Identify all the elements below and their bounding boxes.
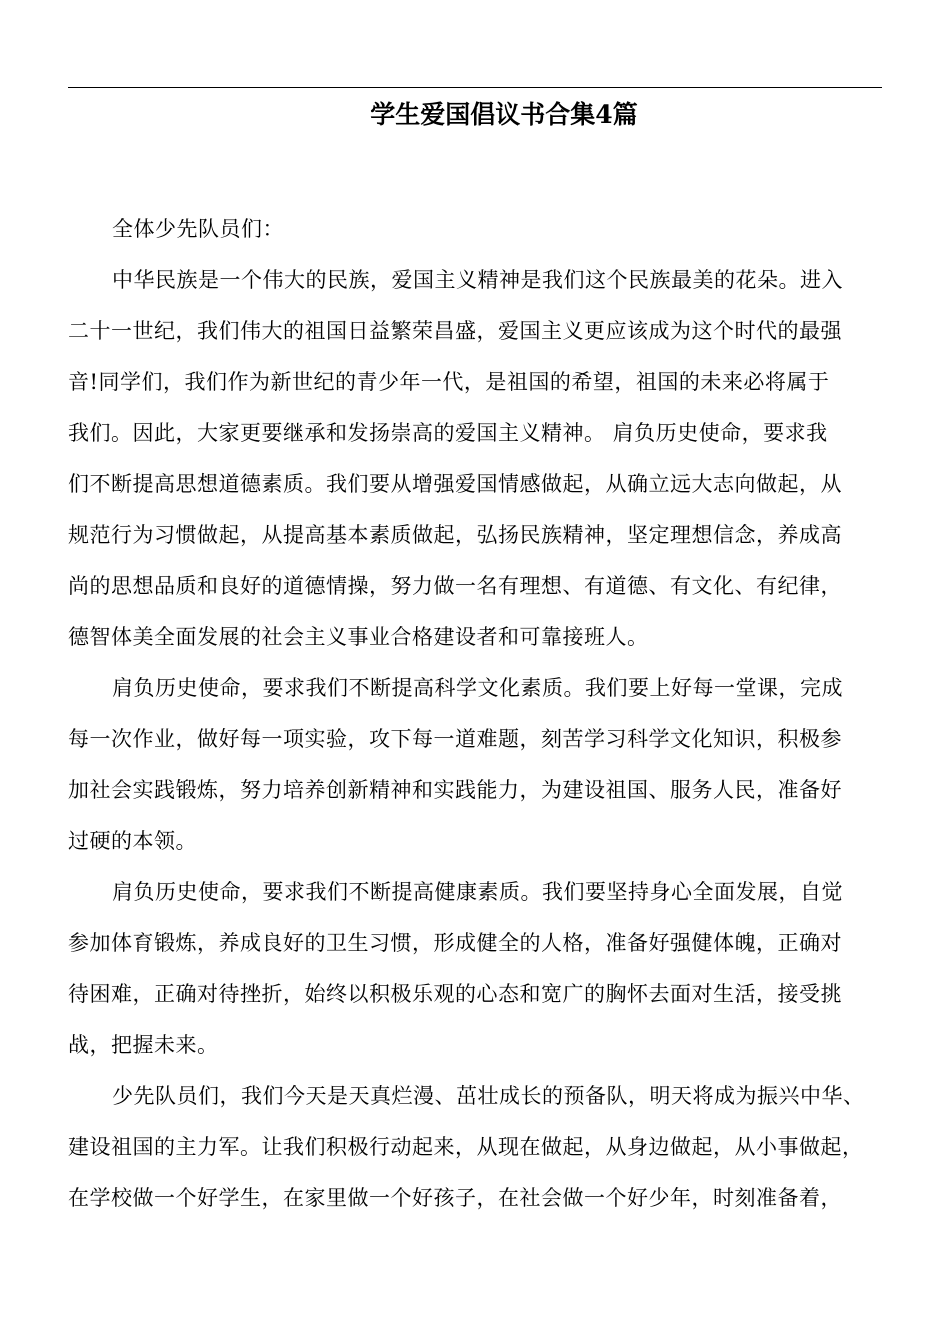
salutation: 全体少先队员们： [112,217,284,241]
paragraph-line: 中华民族是一个伟大的民族，爱国主义精神是我们这个民族最美的花朵。进入 [112,268,843,292]
paragraph-line: 战，把握未来。 [68,1033,219,1057]
paragraph-line: 尚的思想品质和良好的道德情操，努力做一名有理想、有道德、有文化、有纪律， [68,574,842,598]
paragraph-line: 参加体育锻炼，养成良好的卫生习惯，形成健全的人格，准备好强健体魄，正确对 [68,931,842,955]
paragraph-line: 加社会实践锻炼，努力培养创新精神和实践能力，为建设祖国、服务人民，准备好 [68,778,842,802]
document-title: 学生爱国倡议书合集4篇 [370,100,638,129]
paragraph-line: 待困难，正确对待挫折，始终以积极乐观的心态和宽广的胸怀去面对生活，接受挑 [68,982,842,1006]
paragraph-3 [68,867,892,1071]
paragraph-line: 们不断提高思想道德素质。我们要从增强爱国情感做起，从确立远大志向做起，从 [68,472,842,496]
paragraph-line: 德智体美全面发展的社会主义事业合格建设者和可靠接班人。 [68,625,649,649]
paragraph-line: 音!同学们，我们作为新世纪的青少年一代，是祖国的希望，祖国的未来必将属于 [68,370,830,394]
paragraph-line: 在学校做一个好学生，在家里做一个好孩子，在社会做一个好少年，时刻准备着， [68,1186,842,1210]
document-body [68,204,892,1224]
paragraph-line: 建设祖国的主力军。让我们积极行动起来，从现在做起，从身边做起，从小事做起， [68,1135,864,1159]
paragraph-line: 每一次作业，做好每一项实验，攻下每一道难题，刻苦学习科学文化知识，积极参 [68,727,842,751]
paragraph-line: 过硬的本领。 [68,829,197,853]
paragraph-line: 规范行为习惯做起，从提高基本素质做起，弘扬民族精神，坚定理想信念，养成高 [68,523,842,547]
header-rule [68,87,882,88]
paragraph-line: 少先队员们，我们今天是天真烂漫、茁壮成长的预备队，明天将成为振兴中华、 [112,1084,865,1108]
paragraph-4 [68,1071,892,1224]
paragraph-line: 我们。因此，大家更要继承和发扬崇高的爱国主义精神。 肩负历史使命，要求我 [68,421,828,445]
paragraph-1 [68,255,892,663]
paragraph-line: 二十一世纪，我们伟大的祖国日益繁荣昌盛，爱国主义更应该成为这个时代的最强 [68,319,842,343]
paragraph-2 [68,663,892,867]
paragraph-line: 肩负历史使命，要求我们不断提高健康素质。我们要坚持身心全面发展，自觉 [112,880,843,904]
paragraph-line: 肩负历史使命，要求我们不断提高科学文化素质。我们要上好每一堂课，完成 [112,676,843,700]
